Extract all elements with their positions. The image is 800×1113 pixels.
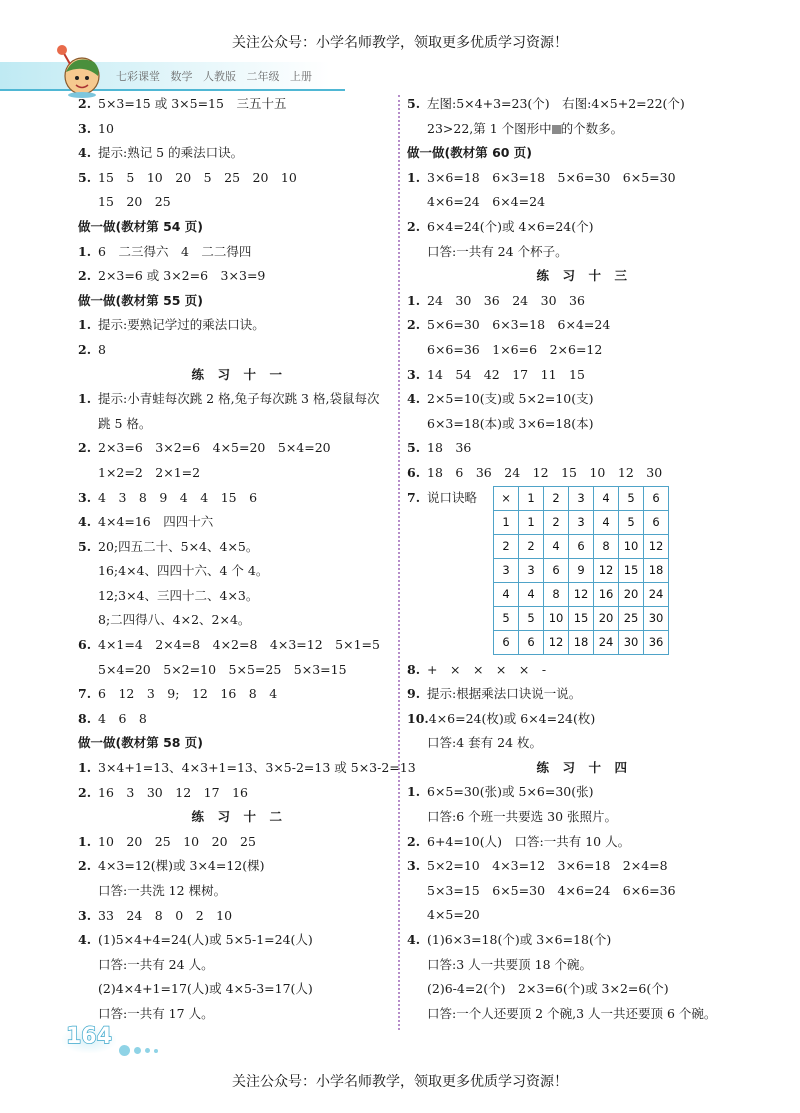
multiplication-item-label <box>407 486 477 510</box>
answer-continuation <box>407 731 757 756</box>
item-text: 2×5=10(支)或 5×2=10(支) <box>427 391 594 407</box>
item-text: 4 3 8 9 4 4 15 6 <box>98 489 258 505</box>
exercise-title: 练 习 十 四 <box>536 759 628 775</box>
item-text: 口答:3 人一共要顶 18 个碗。 <box>427 956 592 972</box>
item-number: 5. <box>407 440 421 456</box>
answer-item <box>407 854 757 879</box>
item-number: 1. <box>78 317 92 333</box>
item-number: 2. <box>78 784 92 800</box>
item-text: 18 36 <box>427 440 472 456</box>
item-text: 16;4×4、四四十六、4 个 4。 <box>98 563 269 579</box>
item-number: 4. <box>78 932 92 948</box>
answer-continuation <box>407 117 757 142</box>
answer-continuation <box>78 658 396 683</box>
column-divider <box>398 95 400 1030</box>
answer-item <box>407 658 757 683</box>
answer-continuation <box>407 412 757 437</box>
answer-item <box>407 387 757 412</box>
item-text: 6×5=30(张)或 5×6=30(张) <box>427 784 594 800</box>
answer-item <box>407 436 757 461</box>
table-cell: 6 <box>544 558 569 582</box>
item-number: 4. <box>78 145 92 161</box>
answer-item <box>407 780 757 805</box>
item-text: 6+4=10(人) 口答:一共有 10 人。 <box>427 833 631 849</box>
table-row <box>494 606 669 630</box>
table-row <box>494 510 669 534</box>
item-text: 5×6=30 6×3=18 6×4=24 <box>427 317 611 333</box>
table-cell: 15 <box>619 558 644 582</box>
item-number: 8. <box>78 710 92 726</box>
mascot-icon <box>54 42 106 98</box>
item-text: 提示:要熟记学过的乘法口诀。 <box>98 317 265 333</box>
table-cell: 3 <box>569 486 594 510</box>
answer-continuation <box>407 953 757 978</box>
table-cell: 2 <box>519 534 544 558</box>
item-text: 4 6 8 <box>98 710 147 726</box>
answer-item <box>407 166 757 191</box>
answer-item <box>407 461 757 486</box>
item-text: 15 20 25 <box>98 194 171 210</box>
table-cell: 30 <box>644 606 669 630</box>
answer-continuation <box>78 953 396 978</box>
answer-item <box>407 363 757 388</box>
item-text: 4×4=16 四四十六 <box>98 514 214 530</box>
answer-continuation <box>407 338 757 363</box>
item-number: 1. <box>78 243 92 259</box>
multiplication-item <box>407 486 757 658</box>
item-number: 9. <box>407 686 421 702</box>
table-cell: 6 <box>519 630 544 654</box>
table-cell: 1 <box>494 510 519 534</box>
decorative-dots-icon <box>119 1040 162 1059</box>
answer-item <box>78 535 396 560</box>
table-row <box>494 630 669 654</box>
table-cell: 9 <box>569 558 594 582</box>
answer-continuation <box>407 1002 757 1027</box>
item-text: 说口诀略 <box>427 489 478 505</box>
answer-item <box>78 928 396 953</box>
answer-continuation <box>78 1002 396 1027</box>
item-number: 3. <box>78 489 92 505</box>
table-cell: 4 <box>494 582 519 606</box>
section-heading: 做一做(教材第 60 页) <box>407 145 533 161</box>
item-number: 6. <box>407 464 421 480</box>
item-text: 1×2=2 2×1=2 <box>98 464 201 480</box>
table-cell: 4 <box>594 510 619 534</box>
item-text: (2)6-4=2(个) 2×3=6(个)或 3×2=6(个) <box>427 981 669 997</box>
item-number: 4. <box>407 391 421 407</box>
item-text: 口答:6 个班一共要选 30 张照片。 <box>427 809 617 825</box>
answer-item <box>407 313 757 338</box>
item-number: 1. <box>78 833 92 849</box>
header-edition: 人教版 <box>203 70 236 83</box>
answer-item <box>78 830 396 855</box>
table-cell: 5 <box>619 486 644 510</box>
header-grade: 二年级 <box>246 70 280 83</box>
answer-continuation <box>78 559 396 584</box>
item-text: 5×2=10 4×3=12 3×6=18 2×4=8 <box>427 858 668 874</box>
table-cell: 10 <box>544 606 569 630</box>
item-number: 2. <box>78 858 92 874</box>
table-cell: 4 <box>544 534 569 558</box>
item-number: 5. <box>407 96 421 111</box>
item-text: 3×4+1=13、4×3+1=13、3×5-2=13 或 5×3-2=13 <box>98 760 416 776</box>
answer-continuation <box>407 903 757 928</box>
header-volume: 上册 <box>290 70 312 83</box>
table-row <box>494 558 669 582</box>
item-number: 1. <box>407 784 421 800</box>
header-series: 七彩课堂 <box>116 70 160 83</box>
item-number: 2. <box>78 341 92 357</box>
item-number: 2. <box>407 833 421 849</box>
gray-square-icon <box>552 125 561 134</box>
item-text: 6×3=18(本)或 3×6=18(本) <box>427 415 594 431</box>
item-text: 5×3=15 或 3×5=15 三五十五 <box>98 96 287 111</box>
answer-item <box>78 707 396 732</box>
table-cell: 36 <box>644 630 669 654</box>
item-text: 4×5=20 <box>427 907 480 923</box>
item-text: 24 30 36 24 30 36 <box>427 292 585 308</box>
item-text: 6×4=24(个)或 4×6=24(个) <box>427 218 594 234</box>
bottom-banner: 关注公众号：小学名师教学，领取更多优质学习资源！ <box>232 1074 568 1090</box>
table-cell: 4 <box>519 582 544 606</box>
item-text: 2×3=6 3×2=6 4×5=20 5×4=20 <box>98 440 331 456</box>
table-cell: 20 <box>619 582 644 606</box>
item-number: 2. <box>78 440 92 456</box>
item-text: 3×6=18 6×3=18 5×6=30 6×5=30 <box>427 169 676 185</box>
table-cell: 1 <box>519 486 544 510</box>
answer-item <box>78 510 396 535</box>
answer-item <box>78 904 396 929</box>
item-text: 口答:一共有 17 人。 <box>98 1005 214 1021</box>
item-text: 的个数多。 <box>560 120 624 136</box>
answer-item <box>78 436 396 461</box>
table-cell: 6 <box>494 630 519 654</box>
item-text: 5×4=20 5×2=10 5×5=25 5×3=15 <box>98 661 347 677</box>
table-cell: 12 <box>569 582 594 606</box>
exercise-title: 练 习 十 二 <box>191 809 283 825</box>
item-text: 6×6=36 1×6=6 2×6=12 <box>427 341 603 357</box>
item-text: + × × × × - <box>427 661 547 677</box>
item-number: 3. <box>407 858 421 874</box>
answer-continuation <box>78 584 396 609</box>
item-text: 12;3×4、三四十二、4×3。 <box>98 587 259 603</box>
answer-continuation <box>78 879 396 904</box>
answer-item <box>78 240 396 265</box>
item-number: 1. <box>407 292 421 308</box>
item-text: 口答:一共有 24 人。 <box>98 956 214 972</box>
table-cell: 6 <box>569 534 594 558</box>
answer-continuation <box>78 461 396 486</box>
item-text: 4×6=24(枚)或 6×4=24(枚) <box>428 710 596 726</box>
item-text: 10 20 25 10 20 25 <box>98 833 256 849</box>
table-cell: 12 <box>644 534 669 558</box>
item-number: 3. <box>78 907 92 923</box>
table-cell: 24 <box>594 630 619 654</box>
answer-item <box>78 387 396 412</box>
table-cell: 8 <box>594 534 619 558</box>
answer-item <box>78 486 396 511</box>
table-row <box>494 486 669 510</box>
answer-item <box>78 117 396 142</box>
item-text: 16 3 30 12 17 16 <box>98 784 248 800</box>
table-cell: 6 <box>644 510 669 534</box>
item-text: 口答:一共洗 12 棵树。 <box>98 883 227 898</box>
item-text: 5×3=15 6×5=30 4×6=24 6×6=36 <box>427 882 676 898</box>
item-number: 6. <box>78 637 92 653</box>
item-number: 3. <box>407 366 421 382</box>
exercise-title: 练 习 十 三 <box>536 268 628 284</box>
item-text: 20;四五二十、5×4、4×5。 <box>98 538 259 554</box>
item-text: 6 二三得六 4 二二得四 <box>98 243 252 259</box>
answer-item <box>407 928 757 953</box>
item-number: 2. <box>78 96 92 111</box>
table-cell: 3 <box>494 558 519 582</box>
item-number: 1. <box>407 169 421 185</box>
item-number: 2. <box>78 268 92 284</box>
answer-continuation <box>407 190 757 215</box>
section-heading: 做一做(教材第 58 页) <box>78 735 204 751</box>
item-text: 15 5 10 20 5 25 20 10 <box>98 169 297 185</box>
answer-item <box>78 854 396 879</box>
section-heading: 做一做(教材第 54 页) <box>78 218 204 234</box>
header-rule <box>0 89 345 91</box>
item-number: 3. <box>78 120 92 136</box>
answer-item <box>407 682 757 707</box>
table-cell: 4 <box>594 486 619 510</box>
table-cell: 12 <box>544 630 569 654</box>
answer-continuation <box>407 977 757 1002</box>
answer-item <box>78 781 396 806</box>
item-text: 4×3=12(棵)或 3×4=12(棵) <box>98 858 265 874</box>
answer-continuation <box>407 879 757 904</box>
book-header <box>116 68 319 84</box>
item-text: 跳 5 格。 <box>98 415 152 431</box>
table-row <box>494 582 669 606</box>
table-cell: 3 <box>569 510 594 534</box>
answer-item <box>78 313 396 338</box>
item-number: 2. <box>407 218 421 234</box>
item-text: (1)6×3=18(个)或 3×6=18(个) <box>427 932 612 948</box>
item-text: 23>22,第 1 个图形中 <box>427 120 552 136</box>
answer-continuation <box>78 977 396 1002</box>
page-number: 164 <box>66 1024 112 1049</box>
table-cell: 16 <box>594 582 619 606</box>
item-number: 7. <box>78 686 92 702</box>
exercise-title: 练 习 十 一 <box>191 366 283 382</box>
left-answer-column <box>78 92 416 1027</box>
table-cell: 6 <box>644 486 669 510</box>
answer-continuation <box>407 240 757 265</box>
item-number: 2. <box>407 317 421 333</box>
item-number: 5. <box>78 169 92 185</box>
answer-item <box>407 830 757 855</box>
table-cell: 15 <box>569 606 594 630</box>
table-cell: 25 <box>619 606 644 630</box>
answer-item <box>407 289 757 314</box>
answer-item <box>78 141 396 166</box>
item-text: (2)4×4+1=17(人)或 4×5-3=17(人) <box>98 981 313 997</box>
item-text: 口答:一个人还要顶 2 个碗,3 人一共还要顶 6 个碗。 <box>427 1005 717 1021</box>
table-cell: 30 <box>619 630 644 654</box>
item-text: 4×6=24 6×4=24 <box>427 194 546 210</box>
answer-item <box>78 166 396 191</box>
answer-item <box>407 215 757 240</box>
table-cell: 10 <box>619 534 644 558</box>
answer-item <box>78 682 396 707</box>
item-text: 提示:根据乘法口诀说一说。 <box>427 686 582 702</box>
item-text: 10 <box>98 120 114 136</box>
item-text: 6 12 3 9; 12 16 8 4 <box>98 686 278 702</box>
item-number: 4. <box>407 932 421 948</box>
table-cell: 8 <box>544 582 569 606</box>
table-cell: 5 <box>619 510 644 534</box>
item-number: 10. <box>407 710 429 726</box>
item-number: 8. <box>407 661 421 677</box>
section-heading: 做一做(教材第 55 页) <box>78 292 204 308</box>
item-text: 左图:5×4+3=23(个) 右图:4×5+2=22(个) <box>427 96 685 111</box>
item-text: (1)5×4+4=24(人)或 5×5-1=24(人) <box>98 932 313 948</box>
answer-continuation <box>78 412 396 437</box>
table-row <box>494 534 669 558</box>
answer-item <box>407 92 757 117</box>
item-text: 18 6 36 24 12 15 10 12 30 <box>427 464 663 480</box>
table-cell: 5 <box>494 606 519 630</box>
table-cell: 3 <box>519 558 544 582</box>
answer-continuation <box>78 608 396 633</box>
table-cell: 12 <box>594 558 619 582</box>
item-number: 1. <box>78 760 92 776</box>
item-text: 4×1=4 2×4=8 4×2=8 4×3=12 5×1=5 <box>98 637 380 653</box>
table-cell: × <box>494 486 519 510</box>
answer-item <box>407 707 757 732</box>
answer-item <box>78 92 396 117</box>
item-number: 7. <box>407 489 421 505</box>
table-cell: 2 <box>494 534 519 558</box>
answer-continuation <box>407 805 757 830</box>
header-subject: 数学 <box>170 70 193 83</box>
table-cell: 24 <box>644 582 669 606</box>
top-banner: 关注公众号：小学名师教学，领取更多优质学习资源！ <box>232 35 568 51</box>
answer-item <box>78 338 396 363</box>
answer-item <box>78 264 396 289</box>
right-answer-column <box>407 92 757 1026</box>
item-number: 5. <box>78 538 92 554</box>
table-cell: 2 <box>544 510 569 534</box>
answer-item <box>78 633 396 658</box>
item-text: 14 54 42 17 11 15 <box>427 366 585 382</box>
table-cell: 2 <box>544 486 569 510</box>
item-text: 提示:熟记 5 的乘法口诀。 <box>98 145 244 161</box>
table-cell: 1 <box>519 510 544 534</box>
table-cell: 5 <box>519 606 544 630</box>
item-text: 33 24 8 0 2 10 <box>98 907 233 923</box>
item-text: 8;二四得八、4×2、2×4。 <box>98 612 251 628</box>
answer-item <box>78 756 416 781</box>
item-text: 提示:小青蛙每次跳 2 格,兔子每次跳 3 格,袋鼠每次 <box>98 391 380 407</box>
item-number: 4. <box>78 514 92 530</box>
table-cell: 18 <box>644 558 669 582</box>
item-text: 口答:一共有 24 个杯子。 <box>427 243 568 259</box>
table-cell: 18 <box>569 630 594 654</box>
item-number: 1. <box>78 391 92 407</box>
item-text: 口答:4 套有 24 枚。 <box>427 735 542 751</box>
table-cell: 20 <box>594 606 619 630</box>
item-text: 2×3=6 或 3×2=6 3×3=9 <box>98 268 266 284</box>
multiplication-table <box>493 486 669 655</box>
answer-continuation <box>78 190 396 215</box>
item-text: 8 <box>98 341 106 357</box>
